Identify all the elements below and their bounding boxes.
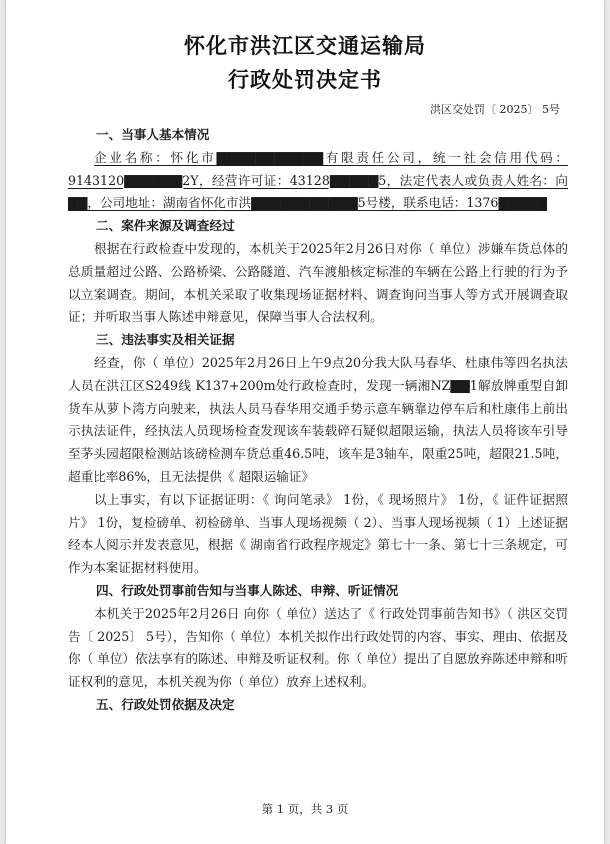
document-number: 洪区交处罚〔 2025〕 5号	[430, 103, 560, 116]
section-heading-party-info: 一、当事人基本情况	[96, 127, 210, 142]
agency-title: 怀化市洪江区交通运输局	[184, 33, 426, 58]
document-body	[68, 124, 568, 717]
document-page	[6, 0, 604, 844]
section-heading-case-source: 二、案件来源及调查经过	[96, 218, 235, 234]
section-heading-facts-evidence: 三、违法事实及相关证据	[96, 332, 235, 348]
page-footer: 第 1 页，共 3 页	[261, 802, 349, 816]
section-heading-prior-notice: 四、行政处罚事前告知与当事人陈述、申辩、听证情况	[96, 582, 399, 598]
party-info-paragraph: 企业名称：怀化市▇▇▇▇▇▇▇▇▇▇▇有限责任公司，统一社会信用代码：9143120▇▇▇▇▇▇2Y，经营许可证：43128▇▇▇▇▇5，法定代表人或负责人姓名：向▇▇，公司地址：湖南省怀化市洪▇▇▇▇▇▇▇▇▇▇▇5号楼，联系电话：1376▇▇▇▇▇	[68, 149, 568, 211]
evidence-paragraph: 以上事实，有以下证据证明：《 询问笔录》 1份，《 现场照片》 1份，《 证件证据照片》 1份，复检磅单、初检磅单、当事人现场视频（ 2）、当事人现场视频（ 1）上述证据经本人阅示并发表意见，根据《 湖南省行政程序规定》第七十一条、第七十三条规定，可作为本案证据材料使用。	[68, 491, 568, 576]
facts-paragraph: 经查，你（ 单位）2025年2月26日上午9点20分我大队马春华、杜康伟等四名执法人员在洪江区S249线 K137+200m处行政检查时，发现一辆湘NZ▇▇1解放牌重型自卸货车从萝卜湾方向驶来，执法人员马春华用交通手势示意车辆靠边停车后和杜康伟上前出示执法证件，经执法人员现场检查发现该车装载碎石疑似超限运输，执法人员将该车引导至茅头园超限检测站该磅检测车货总重46.5吨，该车是3轴车，限重25吨，超限21.5吨，超重比率86%，且无法提供《 超限运输证》	[68, 354, 568, 484]
section-heading-penalty-basis: 五、行政处罚依据及决定	[96, 696, 235, 712]
document-type-title: 行政处罚决定书	[228, 67, 382, 92]
case-source-paragraph: 根据在行政检查中发现的，本机关于2025年2月26日对你（ 单位）涉嫌车货总体的总质量超过公路、公路桥梁、公路隧道、汽车渡船核定标准的车辆在公路上行驶的行为予以立案调查。期间，本机关采取了收集现场证据材料、调查询问当事人等方式开展调查取证；并听取当事人陈述申辩意见，保障当事人合法权利。	[68, 240, 568, 325]
prior-notice-paragraph: 本机关于2025年2月26日 向你（ 单位）送达了《 行政处罚事前告知书》（ 洪区交罚告〔 2025〕 5号），告知你（ 单位）本机关拟作出行政处罚的内容、事实、理由、依据及你（ 单位）依法享有的陈述、申辩及听证权利。你（ 单位）提出了自愿放弃陈述申辩和听证权利的意见，本机关视为你（ 单位）放弃上述权利。	[68, 605, 568, 690]
